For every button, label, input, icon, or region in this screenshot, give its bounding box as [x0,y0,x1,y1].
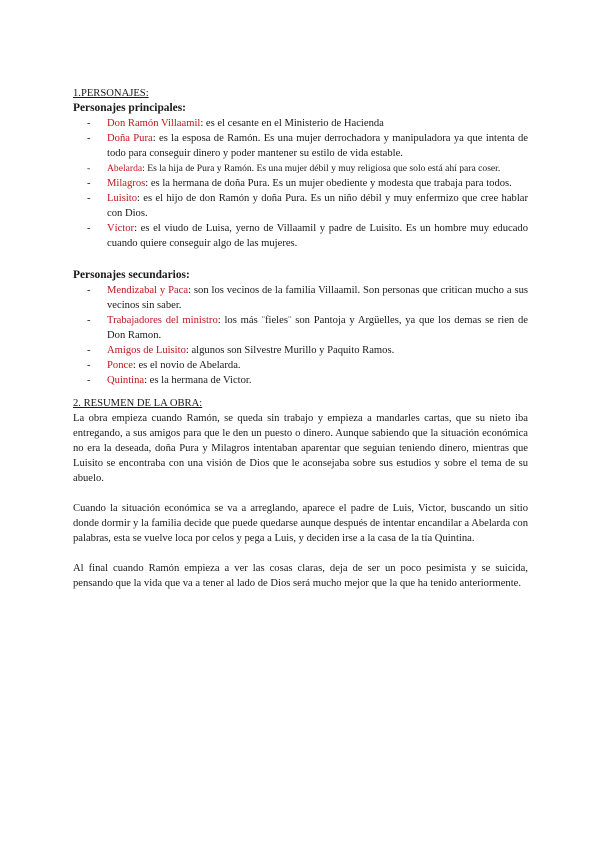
character-name: Amigos de Luisito [107,345,186,356]
character-name: Trabajadores del ministro [107,315,218,326]
character-name: Don Ramón Villaamil [107,118,201,129]
list-item: - Trabajadores del ministro: los más ¨fieles¨ son Pantoja y Argüelles, ya que los demas se rien de Don Ramon. [87,315,528,341]
section-1-title: 1.PERSONAJES: [73,88,149,99]
list-item: - Ponce: es el novio de Abelarda. [87,360,241,371]
character-desc: : algunos son Silvestre Murillo y Paquito Ramos. [185,345,395,356]
spacer [73,388,528,396]
character-desc: : es la esposa de Ramón. Es una mujer derrochadora y manipuladora ya que intenta de todo para conseguir dinero y poder mantener su estilo de vida estable. [107,133,528,159]
character-name: Quintina [107,375,145,386]
character-desc: : los más ¨fieles¨ son Pantoja y Argüelles, ya que los demas se rien de Don Ramon. [107,315,528,341]
character-desc: : es el novio de Abelarda. [132,360,241,371]
character-desc: : Es la hija de Pura y Ramón. Es una mujer débil y muy religiosa que solo está ahí para coser. [142,163,501,174]
character-name: Ponce [107,360,133,371]
summary-paragraph: Al final cuando Ramón empieza a ver las cosas claras, deja de ser un poco pesimista y se suicida, pensando que la vida que va a tener al lado de Dios será mucho mejor que la que ha tenido anteriormente. [73,563,528,589]
document-body [73,86,528,591]
summary-paragraph: Cuando la situación económica se va a arreglando, aparece el padre de Luis, Victor, buscando un sitio donde dormir y la familia decide que puede quedarse aunque después de intentar encandilar a Abelarda con palabras, esta se vuelve loca por celos y pega a Luis, y deciden irse a la casa de la tía Quintina. [73,503,528,544]
character-name: Milagros [107,178,146,189]
character-name: Abelarda [107,163,143,174]
principales-heading: Personajes principales: [73,102,186,114]
section-2-title: 2. RESUMEN DE LA OBRA: [73,398,203,409]
spacer [73,251,528,268]
character-name: Mendizabal y Paca [107,285,189,296]
secundarios-heading: Personajes secundarios: [73,269,190,281]
character-desc: : es la hermana de Victor. [144,375,252,386]
character-desc: : es el cesante en el Ministerio de Hacienda [200,118,384,129]
summary-paragraph: La obra empieza cuando Ramón, se queda sin trabajo y empieza a mandarles cartas, que su nieto iba entregando, a sus amigos para que le den un puesto o dinero. Aunque sabiendo que la situación económica no era la deseada, doña Pura y Milagros intentaban aparentar que seguian teniendo dinero, mientras que Luisito se encontraba con una visión de Dios que le aconsejaba sobre sus estudios y sobre el tema de su abuelo. [73,413,528,484]
character-desc: : son los vecinos de la familia Villaamil. Son personas que critican mucho a sus vecinos sin saber. [107,285,528,311]
spacer [73,546,528,561]
list-item: - Luisito: es el hijo de don Ramón y doña Pura. Es un niño débil y muy enfermizo que cree hablar con Dios. [87,193,528,219]
character-desc: : es la hermana de doña Pura. Es un mujer obediente y modesta que trabaja para todos. [145,178,512,189]
secundarios-list [73,283,528,388]
character-desc: : es el hijo de don Ramón y doña Pura. Es un niño débil y muy enfermizo que cree hablar con Dios. [107,193,528,219]
list-item: - Abelarda: Es la hija de Pura y Ramón. Es una mujer débil y muy religiosa que solo está ahí para coser. [87,163,501,174]
list-item: - Amigos de Luisito: algunos son Silvestre Murillo y Paquito Ramos. [87,345,395,356]
character-desc: : es el viudo de Luisa, yerno de Villaamil y padre de Luisito. Es un hombre muy educado cuando quiere conseguir algo de las mujeres. [107,223,528,249]
list-item: - Milagros: es la hermana de doña Pura. Es un mujer obediente y modesta que trabaja para todos. [87,178,512,189]
list-item: - Doña Pura: es la esposa de Ramón. Es una mujer derrochadora y manipuladora ya que intenta de todo para conseguir dinero y poder mantener su estilo de vida estable. [87,133,528,159]
character-name: Doña Pura [107,133,153,144]
list-item: - Quintina: es la hermana de Victor. [87,375,252,386]
list-item: - Víctor: es el viudo de Luisa, yerno de Villaamil y padre de Luisito. Es un hombre muy educado cuando quiere conseguir algo de las mujeres. [87,223,528,249]
list-item: - Don Ramón Villaamil: es el cesante en el Ministerio de Hacienda [87,118,384,129]
principales-list [73,116,528,251]
list-item: - Mendizabal y Paca: son los vecinos de la familia Villaamil. Son personas que critican mucho a sus vecinos sin saber. [87,285,528,311]
spacer [73,486,528,501]
character-name: Víctor [107,223,135,234]
character-name: Luisito [107,193,138,204]
